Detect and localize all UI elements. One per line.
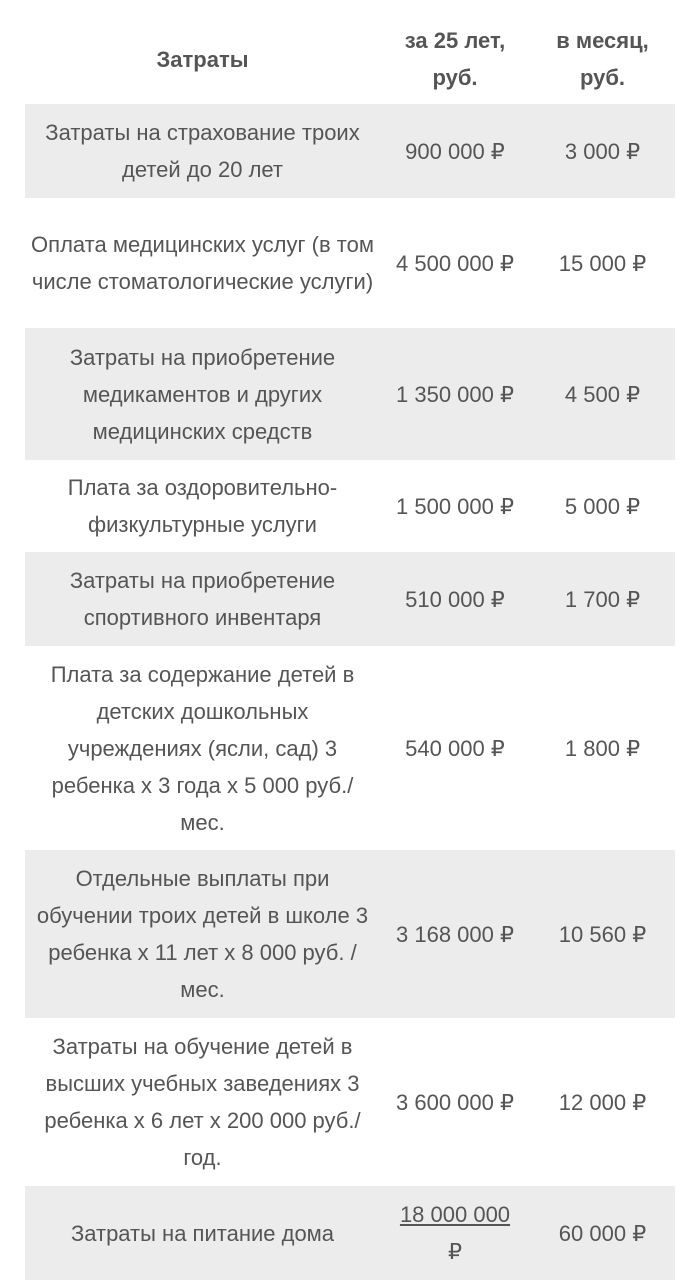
cell-total: 1 500 000 ₽ [396,493,514,519]
cell-total: 3 600 000 ₽ [396,1089,514,1115]
cell-monthly: 4 500 ₽ [530,328,675,460]
table-row [25,460,675,552]
cell-monthly: 15 000 ₽ [558,250,647,276]
table-row [25,1018,675,1186]
cell-cost: Оплата медицинских услуг (в том числе стоматологические услуги) [31,232,374,294]
table-row [25,104,675,198]
cell-cost: Затраты на приобретение спортивного инвентаря [25,552,380,646]
table-row [25,1186,675,1280]
cell-total: 540 000 ₽ [405,735,505,761]
expenses-table [25,14,675,1280]
cell-monthly: 60 000 ₽ [530,1186,675,1280]
header-monthly: в месяц, руб. [556,28,649,90]
cell-cost: Плата за оздоровительно-физкультурные услуги [67,475,338,537]
cell-total: 4 500 000 ₽ [396,250,514,276]
table-row [25,552,675,646]
cell-monthly: 1 800 ₽ [564,735,641,761]
cell-cost: Затраты на приобретение медикаментов и других медицинских средств [25,328,380,460]
cell-monthly: 10 560 ₽ [530,850,675,1018]
cell-total: 510 000 ₽ [380,552,530,646]
header-cost: Затраты [156,46,249,72]
cell-monthly: 12 000 ₽ [558,1089,647,1115]
cell-total [380,1186,530,1280]
cell-cost: Затраты на обучение детей в высших учебных заведениях 3 ребенка х 6 лет х 200 000 руб./год. [44,1034,361,1170]
cell-cost: Плата за содержание детей в детских дошкольных учреждениях (ясли, сад) 3 ребенка х 3 года х 5 000 руб./мес. [50,661,355,835]
table-row [25,198,675,328]
table-row [25,646,675,850]
cell-monthly: 1 700 ₽ [530,552,675,646]
cell-total: 900 000 ₽ [380,104,530,198]
cell-monthly: 5 000 ₽ [564,493,641,519]
cell-cost: Отдельные выплаты при обучении троих детей в школе 3 ребенка х 11 лет х 8 000 руб. /мес. [25,850,380,1018]
table-row [25,328,675,460]
cell-total: 3 168 000 ₽ [380,850,530,1018]
header-total: за 25 лет, руб. [404,28,506,90]
cell-total: 1 350 000 ₽ [380,328,530,460]
table-header-row [25,14,675,104]
table-row [25,850,675,1018]
cell-cost: Затраты на питание дома [25,1186,380,1280]
cell-cost: Затраты на страхование троих детей до 20 лет [25,104,380,198]
cell-total-amount: 18 000 000 [399,1202,511,1227]
cell-monthly: 3 000 ₽ [530,104,675,198]
expenses-table-container [25,14,675,1280]
cell-total-currency: ₽ [448,1239,462,1264]
